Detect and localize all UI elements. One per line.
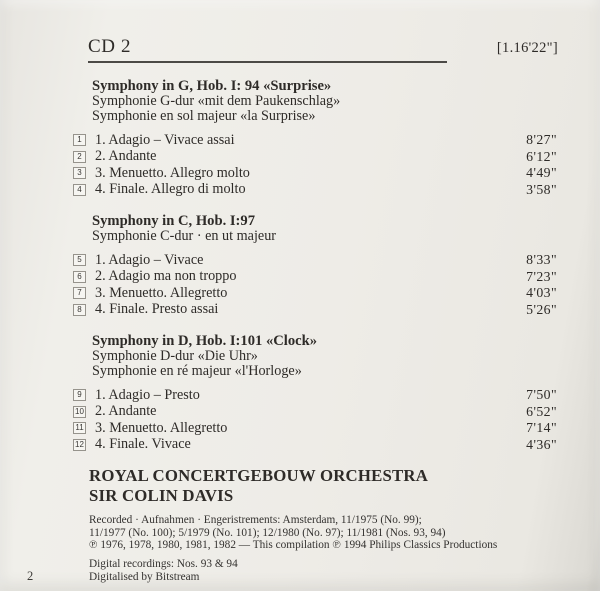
- symphony-title-de: Symphonie D-dur «Die Uhr»: [92, 348, 258, 364]
- credits-line: ℗ 1976, 1978, 1980, 1981, 1982 — This compilation ℗ 1994 Philips Classics Productions: [89, 539, 498, 552]
- track-title: 1. Adagio – Presto: [95, 386, 200, 403]
- track-row: [73, 269, 557, 286]
- page-number: 2: [27, 569, 34, 583]
- track-row: [73, 302, 557, 319]
- digital-note-line: Digitalised by Bitstream: [89, 570, 200, 583]
- track-duration: 8'33": [526, 252, 557, 268]
- symphony-title-de: Symphonie G-dur «mit dem Paukenschlag»: [92, 93, 341, 109]
- symphony-titles: [92, 214, 557, 244]
- track-row: [73, 420, 557, 437]
- performers-block: [89, 466, 558, 505]
- track-number-box: 8: [73, 304, 86, 316]
- track-row: [73, 149, 557, 166]
- symphony-title-en: Symphony in G, Hob. I: 94 «Surprise»: [92, 78, 332, 94]
- track-row: [73, 182, 557, 199]
- symphony-title-en: Symphony in D, Hob. I:101 «Clock»: [92, 333, 318, 349]
- track-duration: 8'27": [526, 132, 557, 148]
- symphony-title-fr: Symphonie en sol majeur «la Surprise»: [92, 108, 316, 124]
- track-duration: 4'49": [526, 165, 557, 181]
- cd-header: [88, 36, 558, 63]
- symphony-title-de-fr: Symphonie C-dur · en ut majeur: [92, 228, 277, 244]
- symphony-title-en: Symphony in C, Hob. I:97: [92, 213, 256, 229]
- track-number-box: 2: [73, 151, 86, 163]
- track-row: [73, 437, 557, 454]
- track-duration: 7'50": [526, 387, 557, 403]
- digital-notes: [89, 558, 574, 583]
- tracklist: [73, 79, 557, 453]
- track-title: 4. Finale. Presto assai: [95, 301, 219, 318]
- total-time: [1.16'22"]: [496, 40, 558, 56]
- track-number-box: 11: [73, 422, 86, 434]
- symphony-section-101: [73, 334, 557, 453]
- track-title: 4. Finale. Vivace: [95, 436, 191, 453]
- orchestra-name: ROYAL CONCERTGEBOUW ORCHESTRA: [89, 466, 429, 485]
- track-list: [73, 387, 557, 453]
- digital-note-line: Digital recordings: Nos. 93 & 94: [89, 558, 238, 571]
- track-row: [73, 404, 557, 421]
- track-title: 1. Adagio – Vivace assai: [95, 131, 235, 148]
- symphony-titles: [92, 79, 557, 124]
- track-title: 3. Menuetto. Allegro molto: [95, 164, 250, 181]
- symphony-section-94: [73, 79, 557, 198]
- credits-line: 11/1977 (No. 100); 5/1979 (No. 101); 12/1980 (No. 97); 11/1981 (Nos. 93, 94): [89, 526, 446, 539]
- track-duration: 5'26": [526, 301, 557, 317]
- track-list: [73, 252, 557, 318]
- track-duration: 7'23": [526, 268, 557, 284]
- track-number-box: 12: [73, 439, 86, 451]
- recording-credits: [89, 514, 574, 552]
- track-duration: 6'12": [526, 148, 557, 164]
- conductor-name: SIR COLIN DAVIS: [89, 485, 234, 505]
- track-title: 4. Finale. Allegro di molto: [95, 181, 246, 198]
- track-title: 3. Menuetto. Allegretto: [95, 419, 228, 436]
- track-duration: 4'03": [526, 285, 557, 301]
- cd-label: CD 2: [88, 36, 132, 57]
- symphony-title-fr: Symphonie en ré majeur «l'Horloge»: [92, 363, 302, 379]
- track-number-box: 4: [73, 184, 86, 196]
- track-duration: 6'52": [526, 403, 557, 419]
- track-list: [73, 132, 557, 198]
- track-title: 2. Andante: [95, 148, 157, 165]
- track-duration: 3'58": [526, 181, 557, 197]
- track-number-box: 6: [73, 271, 86, 283]
- track-number-box: 10: [73, 406, 86, 418]
- track-number-box: 3: [73, 167, 86, 179]
- track-row: [73, 165, 557, 182]
- track-title: 1. Adagio – Vivace: [95, 251, 204, 268]
- cd-header-rule: [88, 36, 447, 63]
- track-title: 2. Andante: [95, 403, 157, 420]
- credits-line: Recorded · Aufnahmen · Engeristrements: Amsterdam, 11/1975 (No. 99);: [89, 514, 422, 526]
- track-number-box: 5: [73, 254, 86, 266]
- track-duration: 7'14": [526, 420, 557, 436]
- track-number-box: 1: [73, 134, 86, 146]
- track-row: [73, 387, 557, 404]
- track-row: [73, 285, 557, 302]
- track-row: [73, 132, 557, 149]
- track-title: 2. Adagio ma non troppo: [95, 268, 237, 285]
- track-number-box: 9: [73, 389, 86, 401]
- symphony-section-97: [73, 214, 557, 318]
- track-row: [73, 252, 557, 269]
- track-duration: 4'36": [526, 436, 557, 452]
- track-number-box: 7: [73, 287, 86, 299]
- track-title: 3. Menuetto. Allegretto: [95, 284, 228, 301]
- symphony-titles: [92, 334, 557, 379]
